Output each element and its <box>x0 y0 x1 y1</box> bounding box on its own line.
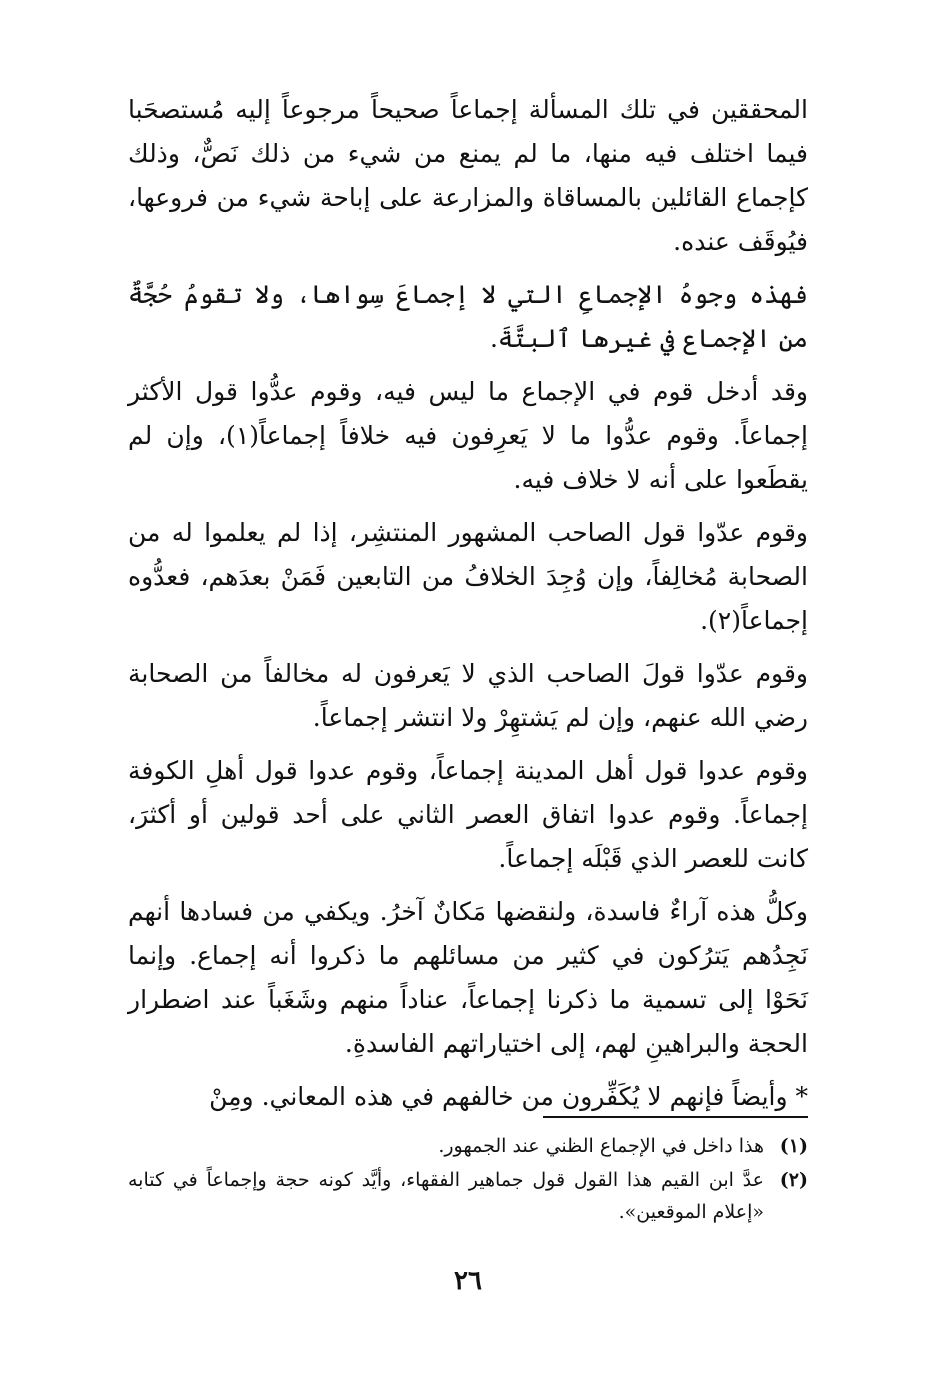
footnote-number: (٢) <box>779 1169 808 1191</box>
page-number: ٢٦ <box>454 1266 482 1296</box>
paragraph-3: وقد أدخل قوم في الإجماع ما ليس فيه، وقوم عدُّوا قول الأكثر إجماعاً. وقوم عدُّوا ما لا يَعرِفون فيه خلافاً إجماعاً(١)، وإن لم يقطَعوا على أنه لا خلاف فيه. <box>128 377 808 494</box>
paragraph-1: المحققين في تلك المسألة إجماعاً صحيحاً مرجوعاً إليه مُستصحَبا فيما اختلف فيه منها، ما لم يمنع من شيء من ذلك نَصٌّ، وذلك كإجماع القائلين بالمساقاة والمزارعة على إباحة شيء من فروعها، فيُوقَف عنده. <box>128 95 808 256</box>
paragraph-5: وقوم عدّوا قولَ الصاحب الذي لا يَعرفون له مخالفاً من الصحابة رضي الله عنهم، وإن لم يَشتهِرْ ولا انتشر إجماعاً. <box>128 659 808 732</box>
footnote-2 <box>128 1164 808 1228</box>
footnote-text: عدَّ ابن القيم هذا القول قول جماهير الفقهاء، وأيَّد كونه حجة وإجماعاً في كتابه «إعلام الموقعين». <box>128 1169 764 1223</box>
main-text <box>128 88 808 1128</box>
paragraph-6: وقوم عدوا قول أهل المدينة إجماعاً، وقوم عدوا قول أهلِ الكوفة إجماعاً. وقوم عدوا اتفاق العصر الثاني على أحد قولين أو أكثرَ، كانت للعصر الذي قَبْلَه إجماعاً. <box>128 756 808 873</box>
footnote-text: هذا داخل في الإجماع الظني عند الجمهور. <box>438 1135 764 1157</box>
paragraph-8: * وأيضاً فإنهم لا يُكَفِّرون من خالفهم في هذه المعاني. ومِنْ <box>209 1082 808 1111</box>
footnote-1 <box>128 1130 808 1162</box>
paragraph-7: وكلُّ هذه آراءٌ فاسدة، ولنقضها مَكانٌ آخرُ. ويكفي من فسادها أنهم نَجِدُهم يَترُكون في كثير من مسائلهم ما ذكروا أنه إجماع. وإنما نَحَوْا إلى تسمية ما ذكرنا إجماعاً، عناداً منهم وشَغَباً عند اضطرار الحجة والبراهينِ لهم، إلى اختياراتهم الفاسدةِ. <box>128 897 808 1058</box>
paragraph-2: فهذه وجوهُ الإجماعِ التي لا إجماعَ سِواها، ولا تقومُ حُجَّةٌ من الإجماع في غيرها ٱلبتَّةَ. <box>128 280 808 353</box>
footnotes <box>128 1130 808 1230</box>
footnote-number: (١) <box>779 1135 808 1157</box>
footnote-divider <box>543 1116 808 1118</box>
paragraph-4: وقوم عدّوا قول الصاحب المشهور المنتشِر، إذا لم يعلموا له من الصحابة مُخالِفاً، وإن وُجِدَ الخلافُ من التابعين فَمَنْ بعدَهم، فعدُّوه إجماعاً(٢). <box>128 518 808 635</box>
